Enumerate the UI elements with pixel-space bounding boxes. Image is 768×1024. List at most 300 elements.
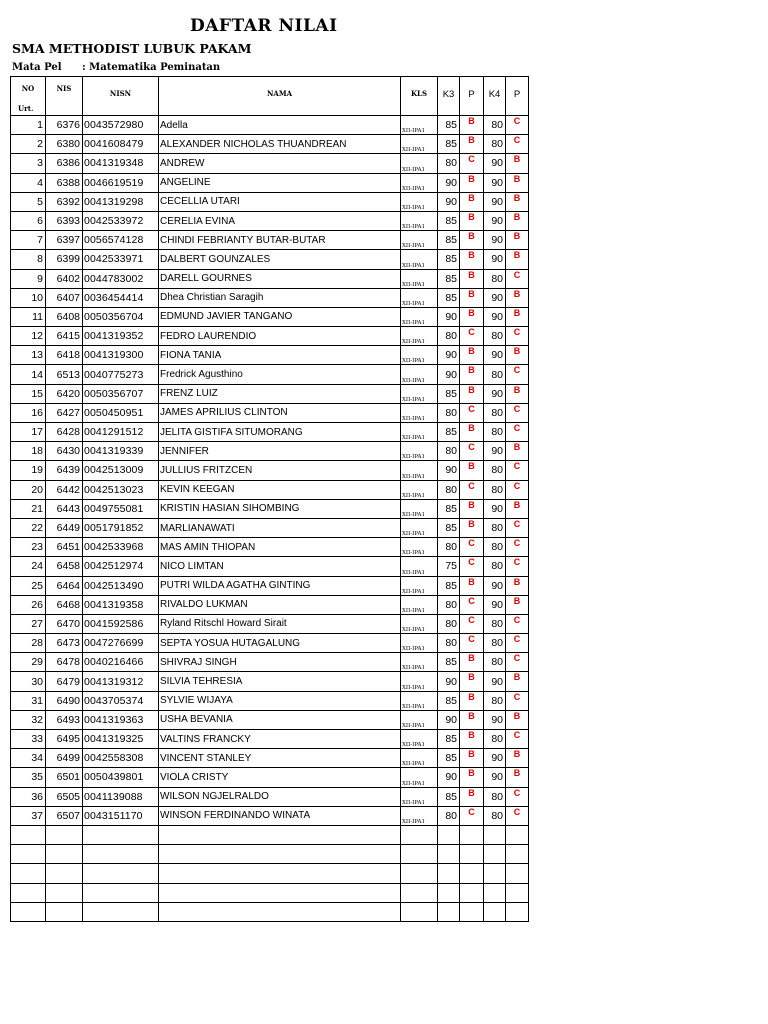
cell-p3: C: [460, 614, 484, 633]
cell-p3: B: [460, 672, 484, 691]
cell-nis: 6415: [46, 327, 83, 346]
cell-k3: 85: [438, 211, 460, 230]
empty-cell: [159, 845, 401, 864]
cell-kls: XII-IPA1: [401, 192, 438, 211]
table-row: [11, 423, 529, 442]
cell-p3: B: [460, 691, 484, 710]
empty-cell: [506, 902, 529, 921]
cell-p4: C: [506, 365, 529, 384]
cell-p4: B: [506, 499, 529, 518]
cell-nisn: 0041319358: [83, 595, 159, 614]
cell-nis: 6380: [46, 135, 83, 154]
cell-nama: DALBERT GOUNZALES: [159, 250, 401, 269]
header-p4: P: [506, 77, 529, 116]
cell-nama: Adella: [159, 116, 401, 135]
cell-nisn: 0042533968: [83, 538, 159, 557]
cell-kls: XII-IPA1: [401, 327, 438, 346]
cell-p4: C: [506, 691, 529, 710]
cell-no: 25: [11, 576, 46, 595]
cell-nisn: 0042513009: [83, 461, 159, 480]
cell-k3: 90: [438, 192, 460, 211]
cell-nisn: 0040775273: [83, 365, 159, 384]
document-title: DAFTAR NILAI: [190, 16, 338, 36]
cell-k4: 90: [484, 749, 506, 768]
cell-kls: XII-IPA1: [401, 365, 438, 384]
empty-cell: [484, 825, 506, 844]
cell-k4: 80: [484, 518, 506, 537]
empty-row: [11, 883, 529, 902]
empty-cell: [401, 845, 438, 864]
cell-no: 37: [11, 806, 46, 825]
table-row: [11, 116, 529, 135]
cell-nis: 6470: [46, 614, 83, 633]
cell-k3: 85: [438, 135, 460, 154]
empty-cell: [460, 883, 484, 902]
cell-kls: XII-IPA1: [401, 538, 438, 557]
cell-p3: B: [460, 269, 484, 288]
cell-nisn: 0043151170: [83, 806, 159, 825]
cell-p4: C: [506, 480, 529, 499]
cell-no: 30: [11, 672, 46, 691]
cell-nama: VINCENT STANLEY: [159, 749, 401, 768]
cell-p3: C: [460, 634, 484, 653]
table-row: [11, 576, 529, 595]
cell-nisn: 0041319298: [83, 192, 159, 211]
cell-nama: FEDRO LAURENDIO: [159, 327, 401, 346]
cell-p3: B: [460, 384, 484, 403]
cell-nisn: 0041319348: [83, 154, 159, 173]
cell-p4: B: [506, 192, 529, 211]
cell-k4: 90: [484, 346, 506, 365]
empty-cell: [460, 864, 484, 883]
cell-p3: B: [460, 231, 484, 250]
header-nis: NIS: [46, 77, 83, 116]
cell-nis: 6507: [46, 806, 83, 825]
cell-nisn: 0041592586: [83, 614, 159, 633]
cell-kls: XII-IPA1: [401, 499, 438, 518]
cell-k4: 80: [484, 691, 506, 710]
cell-k3: 85: [438, 749, 460, 768]
cell-k3: 80: [438, 595, 460, 614]
cell-k4: 80: [484, 806, 506, 825]
header-nama: NAMA: [159, 77, 401, 116]
cell-no: 28: [11, 634, 46, 653]
cell-nisn: 0042533971: [83, 250, 159, 269]
cell-nama: KEVIN KEEGAN: [159, 480, 401, 499]
cell-nisn: 0036454414: [83, 288, 159, 307]
table-row: [11, 672, 529, 691]
empty-cell: [438, 864, 460, 883]
cell-k3: 80: [438, 442, 460, 461]
table-row: [11, 250, 529, 269]
cell-p4: B: [506, 576, 529, 595]
cell-nama: ANGELINE: [159, 173, 401, 192]
cell-nama: Dhea Christian Saragih: [159, 288, 401, 307]
cell-p4: B: [506, 231, 529, 250]
cell-kls: XII-IPA1: [401, 749, 438, 768]
table-row: [11, 710, 529, 729]
cell-nama: VIOLA CRISTY: [159, 768, 401, 787]
cell-k3: 90: [438, 672, 460, 691]
cell-k4: 90: [484, 192, 506, 211]
header-k4: K4: [484, 77, 506, 116]
cell-k3: 80: [438, 403, 460, 422]
cell-k3: 85: [438, 250, 460, 269]
cell-nisn: 0044783002: [83, 269, 159, 288]
cell-k4: 80: [484, 730, 506, 749]
cell-nis: 6490: [46, 691, 83, 710]
cell-k3: 85: [438, 653, 460, 672]
empty-cell: [506, 883, 529, 902]
cell-kls: XII-IPA1: [401, 346, 438, 365]
cell-nis: 6386: [46, 154, 83, 173]
cell-p4: B: [506, 250, 529, 269]
cell-no: 33: [11, 730, 46, 749]
cell-p3: C: [460, 403, 484, 422]
empty-cell: [11, 883, 46, 902]
cell-nama: JELITA GISTIFA SITUMORANG: [159, 423, 401, 442]
cell-nisn: 0056574128: [83, 231, 159, 250]
cell-p3: B: [460, 653, 484, 672]
empty-cell: [460, 825, 484, 844]
cell-kls: XII-IPA1: [401, 730, 438, 749]
table-row: [11, 614, 529, 633]
empty-cell: [438, 845, 460, 864]
cell-k3: 80: [438, 327, 460, 346]
cell-nis: 6393: [46, 211, 83, 230]
cell-k4: 80: [484, 614, 506, 633]
cell-p4: C: [506, 461, 529, 480]
cell-p4: C: [506, 653, 529, 672]
table-row: [11, 806, 529, 825]
cell-nama: DARELL GOURNES: [159, 269, 401, 288]
cell-no: 4: [11, 173, 46, 192]
cell-p3: B: [460, 787, 484, 806]
cell-nis: 6418: [46, 346, 83, 365]
cell-nisn: 0043572980: [83, 116, 159, 135]
table-row: [11, 365, 529, 384]
cell-p3: C: [460, 327, 484, 346]
cell-no: 21: [11, 499, 46, 518]
cell-nama: MARLIANAWATI: [159, 518, 401, 537]
cell-p4: C: [506, 787, 529, 806]
cell-nis: 6443: [46, 499, 83, 518]
cell-nis: 6495: [46, 730, 83, 749]
empty-cell: [11, 825, 46, 844]
cell-nama: SEPTA YOSUA HUTAGALUNG: [159, 634, 401, 653]
cell-nisn: 0046619519: [83, 173, 159, 192]
cell-k3: 90: [438, 710, 460, 729]
cell-p4: B: [506, 672, 529, 691]
empty-cell: [506, 864, 529, 883]
cell-k4: 80: [484, 327, 506, 346]
cell-nama: CHINDI FEBRIANTY BUTAR-BUTAR: [159, 231, 401, 250]
empty-cell: [46, 864, 83, 883]
cell-nis: 6458: [46, 557, 83, 576]
cell-p3: C: [460, 595, 484, 614]
header-p3: P: [460, 77, 484, 116]
cell-p4: C: [506, 135, 529, 154]
cell-k3: 85: [438, 423, 460, 442]
cell-kls: XII-IPA1: [401, 116, 438, 135]
cell-nama: ANDREW: [159, 154, 401, 173]
empty-cell: [46, 825, 83, 844]
cell-k4: 90: [484, 768, 506, 787]
table-row: [11, 691, 529, 710]
cell-nama: ALEXANDER NICHOLAS THUANDREAN: [159, 135, 401, 154]
empty-cell: [46, 902, 83, 921]
cell-nama: MAS AMIN THIOPAN: [159, 538, 401, 557]
cell-p4: B: [506, 595, 529, 614]
cell-nisn: 0041319312: [83, 672, 159, 691]
cell-k3: 85: [438, 576, 460, 595]
cell-kls: XII-IPA1: [401, 250, 438, 269]
subject-label: Mata Pel: [12, 62, 62, 73]
cell-no: 32: [11, 710, 46, 729]
cell-nis: 6449: [46, 518, 83, 537]
cell-nama: SILVIA TEHRESIA: [159, 672, 401, 691]
empty-cell: [83, 883, 159, 902]
table-row: [11, 403, 529, 422]
empty-cell: [401, 902, 438, 921]
empty-cell: [506, 845, 529, 864]
table-row: [11, 327, 529, 346]
empty-cell: [484, 883, 506, 902]
cell-k3: 90: [438, 346, 460, 365]
empty-cell: [83, 864, 159, 883]
cell-p4: B: [506, 211, 529, 230]
cell-k3: 80: [438, 806, 460, 825]
cell-nisn: 0042513490: [83, 576, 159, 595]
cell-kls: XII-IPA1: [401, 231, 438, 250]
cell-k4: 80: [484, 116, 506, 135]
cell-no: 18: [11, 442, 46, 461]
school-name: SMA METHODIST LUBUK PAKAM: [12, 41, 252, 56]
cell-k3: 85: [438, 691, 460, 710]
grades-table: [10, 76, 529, 922]
table-row: [11, 557, 529, 576]
cell-nama: KRISTIN HASIAN SIHOMBING: [159, 499, 401, 518]
cell-kls: XII-IPA1: [401, 211, 438, 230]
cell-k4: 80: [484, 634, 506, 653]
cell-kls: XII-IPA1: [401, 768, 438, 787]
empty-cell: [83, 825, 159, 844]
table-row: [11, 211, 529, 230]
cell-k4: 90: [484, 288, 506, 307]
cell-k3: 85: [438, 116, 460, 135]
cell-k4: 90: [484, 231, 506, 250]
empty-cell: [11, 902, 46, 921]
table-row: [11, 154, 529, 173]
cell-nisn: 0041608479: [83, 135, 159, 154]
cell-kls: XII-IPA1: [401, 384, 438, 403]
cell-k4: 90: [484, 307, 506, 326]
table-row: [11, 538, 529, 557]
cell-p4: C: [506, 423, 529, 442]
cell-k3: 80: [438, 538, 460, 557]
cell-p4: C: [506, 538, 529, 557]
cell-p3: C: [460, 480, 484, 499]
table-row: [11, 768, 529, 787]
table-row: [11, 480, 529, 499]
cell-p4: C: [506, 116, 529, 135]
cell-no: 5: [11, 192, 46, 211]
cell-kls: XII-IPA1: [401, 480, 438, 499]
header-nisn: NISN: [83, 77, 159, 116]
cell-no: 31: [11, 691, 46, 710]
cell-kls: XII-IPA1: [401, 288, 438, 307]
cell-no: 12: [11, 327, 46, 346]
cell-no: 3: [11, 154, 46, 173]
cell-p3: C: [460, 538, 484, 557]
cell-kls: XII-IPA1: [401, 269, 438, 288]
cell-no: 20: [11, 480, 46, 499]
cell-nama: CECELLIA UTARI: [159, 192, 401, 211]
cell-k4: 90: [484, 250, 506, 269]
empty-cell: [159, 825, 401, 844]
table-row: [11, 730, 529, 749]
cell-nis: 6427: [46, 403, 83, 422]
cell-nisn: 0042533972: [83, 211, 159, 230]
header-kls: KLS: [401, 77, 438, 116]
cell-no: 19: [11, 461, 46, 480]
cell-k3: 85: [438, 288, 460, 307]
cell-p3: B: [460, 307, 484, 326]
cell-k3: 85: [438, 231, 460, 250]
cell-p3: B: [460, 192, 484, 211]
cell-p3: B: [460, 423, 484, 442]
cell-kls: XII-IPA1: [401, 154, 438, 173]
cell-p3: B: [460, 576, 484, 595]
cell-p4: C: [506, 806, 529, 825]
cell-k3: 80: [438, 634, 460, 653]
cell-k4: 90: [484, 595, 506, 614]
cell-kls: XII-IPA1: [401, 423, 438, 442]
table-row: [11, 135, 529, 154]
empty-cell: [159, 864, 401, 883]
cell-kls: XII-IPA1: [401, 634, 438, 653]
cell-nama: WILSON NGJELRALDO: [159, 787, 401, 806]
cell-k4: 90: [484, 672, 506, 691]
subject-line: [12, 62, 221, 73]
cell-nis: 6501: [46, 768, 83, 787]
empty-cell: [484, 845, 506, 864]
cell-p3: C: [460, 442, 484, 461]
cell-no: 17: [11, 423, 46, 442]
cell-nis: 6493: [46, 710, 83, 729]
cell-nama: RIVALDO LUKMAN: [159, 595, 401, 614]
cell-kls: XII-IPA1: [401, 691, 438, 710]
empty-cell: [484, 902, 506, 921]
table-row: [11, 192, 529, 211]
cell-p4: B: [506, 442, 529, 461]
cell-nis: 6408: [46, 307, 83, 326]
header-no-label: NO: [21, 84, 35, 93]
cell-p4: C: [506, 327, 529, 346]
header-no: [11, 77, 46, 116]
cell-nisn: 0042558308: [83, 749, 159, 768]
cell-p4: B: [506, 307, 529, 326]
cell-p3: B: [460, 173, 484, 192]
cell-p3: B: [460, 211, 484, 230]
cell-no: 8: [11, 250, 46, 269]
table-row: [11, 499, 529, 518]
cell-p3: B: [460, 499, 484, 518]
cell-nis: 6499: [46, 749, 83, 768]
empty-cell: [401, 864, 438, 883]
cell-nisn: 0041291512: [83, 423, 159, 442]
cell-kls: XII-IPA1: [401, 518, 438, 537]
cell-no: 15: [11, 384, 46, 403]
cell-kls: XII-IPA1: [401, 307, 438, 326]
empty-row: [11, 845, 529, 864]
cell-p4: B: [506, 768, 529, 787]
table-row: [11, 384, 529, 403]
cell-no: 27: [11, 614, 46, 633]
subject-value: : Matematika Peminatan: [82, 62, 221, 73]
cell-k4: 90: [484, 211, 506, 230]
table-row: [11, 595, 529, 614]
cell-p4: B: [506, 173, 529, 192]
cell-k3: 90: [438, 461, 460, 480]
cell-p4: C: [506, 403, 529, 422]
cell-p3: B: [460, 116, 484, 135]
empty-cell: [401, 883, 438, 902]
cell-nisn: 0051791852: [83, 518, 159, 537]
empty-cell: [401, 825, 438, 844]
cell-no: 10: [11, 288, 46, 307]
cell-k4: 80: [484, 135, 506, 154]
table-row: [11, 307, 529, 326]
cell-nama: WINSON FERDINANDO WINATA: [159, 806, 401, 825]
cell-no: 13: [11, 346, 46, 365]
empty-cell: [159, 883, 401, 902]
cell-kls: XII-IPA1: [401, 710, 438, 729]
cell-nis: 6442: [46, 480, 83, 499]
table-row: [11, 461, 529, 480]
cell-nis: 6388: [46, 173, 83, 192]
cell-nis: 6376: [46, 116, 83, 135]
cell-p3: B: [460, 135, 484, 154]
cell-nis: 6468: [46, 595, 83, 614]
cell-kls: XII-IPA1: [401, 653, 438, 672]
cell-k4: 90: [484, 173, 506, 192]
header-row: [11, 77, 529, 116]
cell-nisn: 0041319325: [83, 730, 159, 749]
cell-p3: B: [460, 730, 484, 749]
cell-nis: 6397: [46, 231, 83, 250]
cell-no: 7: [11, 231, 46, 250]
cell-k4: 80: [484, 480, 506, 499]
cell-kls: XII-IPA1: [401, 614, 438, 633]
cell-k3: 85: [438, 730, 460, 749]
cell-nisn: 0042513023: [83, 480, 159, 499]
empty-row: [11, 864, 529, 883]
cell-kls: XII-IPA1: [401, 442, 438, 461]
cell-p4: C: [506, 634, 529, 653]
cell-nama: FRENZ LUIZ: [159, 384, 401, 403]
empty-cell: [46, 883, 83, 902]
cell-nama: CERELIA EVINA: [159, 211, 401, 230]
cell-k4: 80: [484, 557, 506, 576]
cell-k4: 90: [484, 154, 506, 173]
cell-k3: 85: [438, 499, 460, 518]
empty-row: [11, 902, 529, 921]
cell-kls: XII-IPA1: [401, 557, 438, 576]
cell-k3: 85: [438, 787, 460, 806]
cell-nis: 6473: [46, 634, 83, 653]
cell-nisn: 0050450951: [83, 403, 159, 422]
